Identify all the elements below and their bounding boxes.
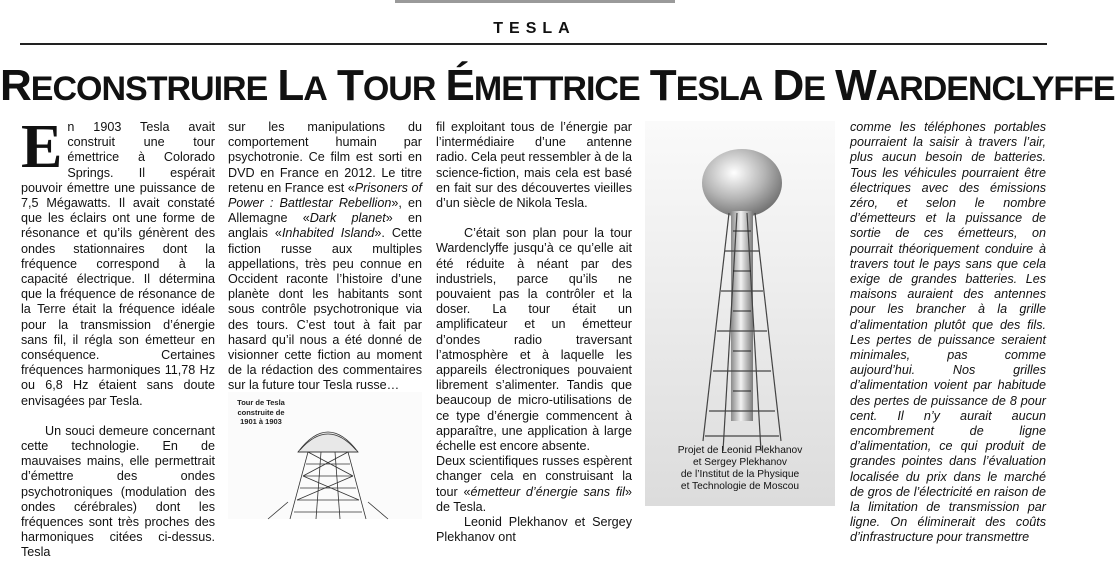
paragraph-wardenclyffe: C’était son plan pour la tour Wardenclyffe jusqu’à ce qu’elle ait été réduite à néant par des industriels, parce qu’ils ne pouvaient pas la contrôler et la doser. La tour était un amplificateur et un émetteur d’ondes radio traversant l’atmosphère et à laquelle les appareils électroniques pouvaient librement s’alimenter. Tandis que beaucoup de micro-utilisations de ce type d’énergie commencent à apparaître, une application à large échelle est encore absente.	[436, 226, 632, 454]
section-rule	[20, 43, 1047, 45]
film-title-1: Prisoners of Power : Battlestar Rebellion	[228, 180, 422, 211]
film-title-3: Inhabited Island	[281, 226, 375, 241]
column-3	[436, 120, 632, 545]
intro-text: n 1903 Tesla avait construit une tour émettrice à Colorado Springs. Il espérait pouvoir émettre une puissance de 7,5 Mégawatts. Il avait constaté que les éclairs ont une forme de résonance et qu’ils génèrent des ondes stationnaires dont la fréquence correspond à la capacité électrique. Il détermina que la fréquence de résonance de la Terre était la fréquence idéale pour la transmission d’énergie sans fil, il régla son émetteur en conséquence. Certaines fréquences harmoniques 11,78 Hz ou 6,8 Hz étaient sans doute envisagées par Tesla.	[21, 120, 215, 408]
paragraph-antenna: fil exploitant tous de l’énergie par l’intermédiaire d’une antenne radio. Cela peut ressembler à de la science-fiction, mais cela est basé en fait sur des découvertes vieilles d’un siècle de Nikola Tesla.	[436, 120, 633, 211]
headline-text: RECONSTRUIRE LA TOUR ÉMETTRICE TESLA DE WARDENCLYFFE	[0, 61, 1115, 110]
previous-page-rule	[395, 0, 675, 3]
article-headline	[0, 58, 1115, 117]
film-title-2: Dark planet	[309, 211, 386, 226]
paragraph-concern: Un souci demeure concernant cette technologie. En de mauvaises mains, elle permettrait d’émettre des ondes psychotroniques (modulation des ondes cérébrales) dont les fréquences sont très proches des harmoniques citées ci-dessus. Tesla	[21, 423, 215, 560]
column-4	[850, 120, 1046, 546]
drop-cap: E	[21, 113, 63, 181]
paragraph-film: sur les manipulations du comportement humain par psychotronie. Ce film est sorti en DVD en France en 2012. Le titre retenu en France est «Prisoners of Power : Battlestar Rebellion», en Allemagne «Dark planet» en anglais «Inhabited Island». Cette fiction russe aux multiples appellations, très peu connue en Occident raconte l’histoire d’une planète dont les habitants sont sous contrôle psychotronique via des tours. C’est tout à fait par hasard qu’il nous a été donné de visionner cette fiction au moment de la rédaction des commentaires sur la future tour Tesla russe…	[228, 120, 422, 393]
photo-caption: Projet de Leonid Plekhanov et Sergey Plekhanov de l’Institut de la Physique et Technologie de Moscou	[677, 445, 803, 492]
paragraph-plekhanov: Leonid Plekhanov et Sergey Plekhanov ont	[436, 515, 632, 545]
paragraph-scientists: Deux scientifiques russes espèrent changer cela en construisant la tour «émetteur d’énergie sans fil» de Tesla.	[436, 454, 632, 514]
intro-paragraph	[21, 113, 215, 409]
column-1	[21, 113, 215, 561]
column-2	[228, 120, 422, 394]
section-title: TESLA	[493, 20, 576, 37]
paragraph-benefits: comme les téléphones portables pourraient la saisir à travers l’air, plus aucun besoin de batteries. Tous les véhicules pourraient être électriques avec des émissions zéro, et selon le nombre d’émetteurs et la puissance de sortie de ces émetteurs, on pourrait théoriquement conduire à travers tout le pays sans que cela exige de grandes batteries. Les maisons auraient des antennes pour les brancher à la grille d’alimentation plutôt que des fils. Les pertes de puissance seraient minimales, pas comme aujourd’hui. Nos grilles d’alimentation voient par habitude des pertes de puissance de 8 pour cent. Il n’y aurait aucun encombrement de ligne d’alimentation, ce qui produit de grandes pointes dans l’évaluation localisée du prix dans le marché de gros de l’électricité en raison de la limitation de transmission par ligne. On éliminerait des coûts d’infrastructure pour transmettre	[850, 120, 1046, 545]
sketch-label: Tour de Tesla construite de 1901 à 1903	[237, 398, 285, 426]
quote-wireless-emitter: émetteur d’énergie sans fil	[470, 484, 625, 499]
